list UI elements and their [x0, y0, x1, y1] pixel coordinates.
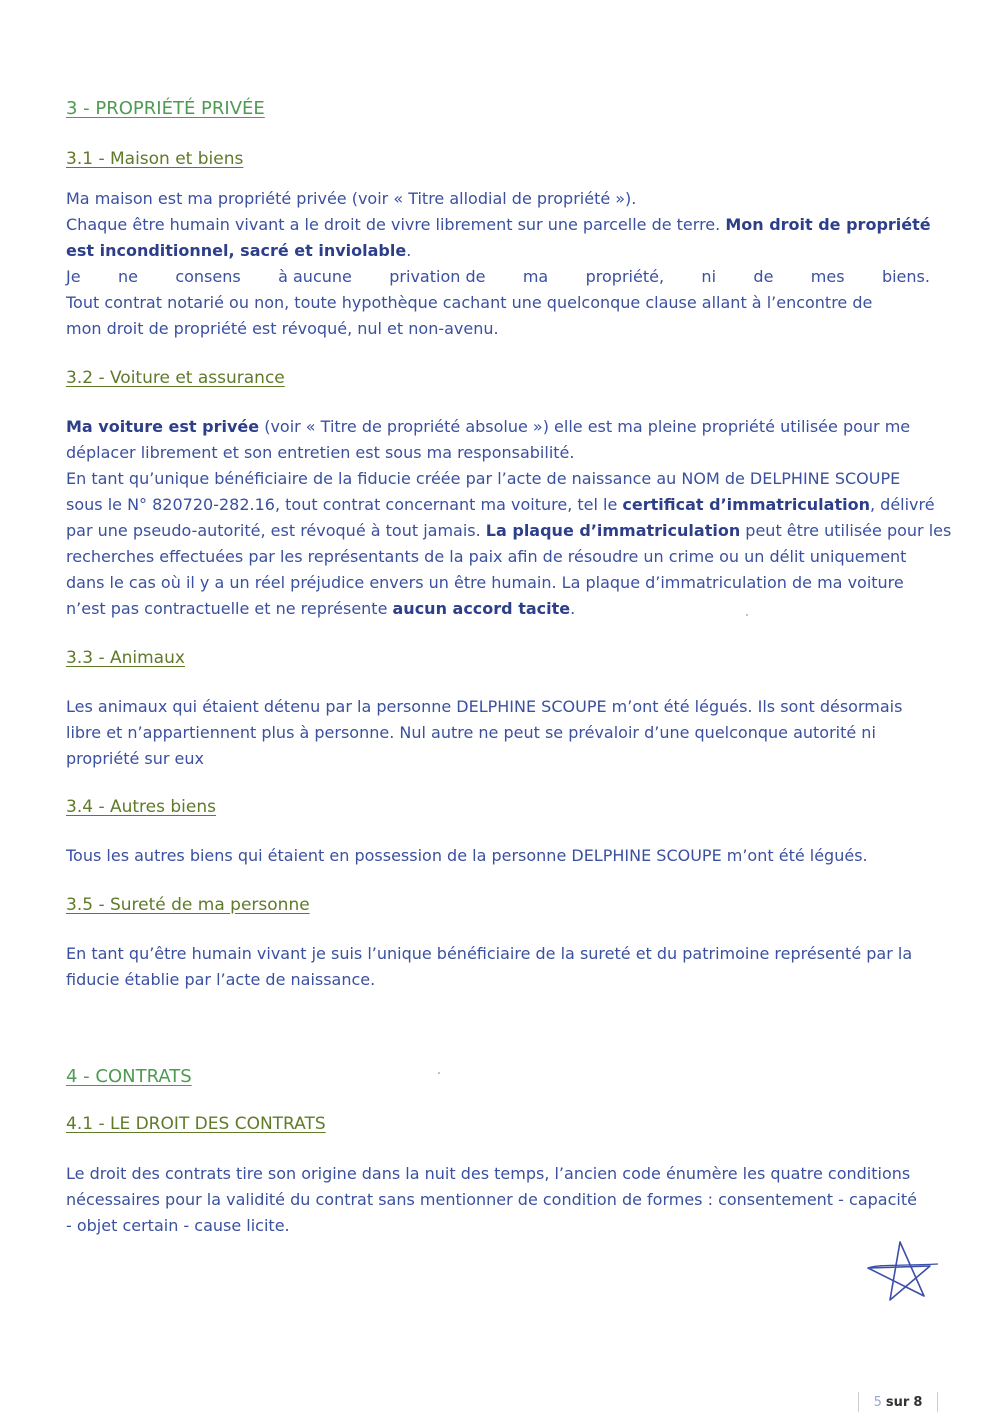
text-line: mon droit de propriété est révoqué, nul et non-avenu.	[66, 319, 499, 338]
subsection-title-3-2: 3.2 - Voiture et assurance	[66, 368, 285, 388]
word: mes	[810, 267, 845, 286]
text-line: - objet certain - cause licite.	[66, 1216, 290, 1235]
signature-star-icon	[860, 1238, 940, 1308]
text-line: nécessaires pour la validité du contrat sans mentionner de condition de formes : consentement - capacité	[66, 1190, 917, 1209]
text-line: Ma maison est ma propriété privée (voir « Titre allodial de propriété »).	[66, 189, 637, 208]
word: biens.	[881, 267, 930, 286]
text-span: peut être utilisée pour les	[740, 521, 952, 540]
scan-speck	[438, 1072, 440, 1074]
paragraph-maison-et-biens	[66, 186, 930, 342]
text-line	[66, 518, 952, 544]
text-line	[66, 212, 930, 238]
text-line: En tant qu’être humain vivant je suis l’unique bénéficiaire de la sureté et du patrimoine représenté par la	[66, 944, 913, 963]
paragraph-autres-biens	[66, 843, 930, 869]
bold-text: certificat d’immatriculation	[622, 495, 870, 514]
page-total: 8	[913, 1394, 923, 1410]
text-line	[66, 238, 930, 264]
text-span: , délivré	[869, 495, 935, 514]
text-line: dans le cas où il y a un réel préjudice envers un être humain. La plaque d’immatriculation de ma voiture	[66, 573, 904, 592]
subsection-title-3-5: 3.5 - Sureté de ma personne	[66, 895, 310, 915]
scan-speck	[746, 614, 748, 616]
text-line: Le droit des contrats tire son origine dans la nuit des temps, l’ancien code énumère les quatre conditions	[66, 1164, 911, 1183]
subsection-title-3-4: 3.4 - Autres biens	[66, 797, 216, 817]
bold-text: Mon droit de propriété	[725, 215, 931, 234]
paragraph-animaux	[66, 694, 930, 772]
text-line: recherches effectuées par les représentants de la paix afin de résoudre un crime ou un délit uniquement	[66, 547, 907, 566]
text-span: n’est pas contractuelle et ne représente	[66, 599, 393, 618]
text-line: Tout contrat notarié ou non, toute hypothèque cachant une quelconque clause allant à l’encontre de	[66, 293, 873, 312]
bold-text: aucun accord tacite	[392, 599, 571, 618]
word: de	[753, 267, 774, 286]
word: propriété,	[585, 267, 665, 286]
text-line: Les animaux qui étaient détenu par la personne DELPHINE SCOUPE m’ont été légués. Ils sont désormais	[66, 697, 903, 716]
text-span: .	[406, 241, 412, 260]
subsection-title-3-3: 3.3 - Animaux	[66, 648, 185, 668]
paragraph-droit-des-contrats	[66, 1161, 930, 1239]
text-line	[66, 414, 930, 440]
word: ma	[522, 267, 549, 286]
text-span: .	[570, 599, 576, 618]
word: à aucune	[278, 267, 352, 286]
word: consens	[175, 267, 241, 286]
text-span: (voir « Titre de propriété absolue ») elle est ma pleine propriété utilisée pour me	[259, 417, 911, 436]
paragraph-surete	[66, 941, 930, 993]
text-span: Chaque être humain vivant a le droit de vivre librement sur une parcelle de terre.	[66, 215, 726, 234]
section-title-4: 4 - CONTRATS	[66, 1066, 192, 1087]
bold-text: Ma voiture est privée	[66, 417, 260, 436]
text-span: par une pseudo-autorité, est révoqué à tout jamais.	[66, 521, 486, 540]
text-line: Tous les autres biens qui étaient en possession de la personne DELPHINE SCOUPE m’ont été légués.	[66, 846, 868, 865]
bold-text: La plaque d’immatriculation	[485, 521, 741, 540]
word: Je	[66, 267, 81, 286]
text-line: fiducie établie par l’acte de naissance.	[66, 970, 376, 989]
text-line: libre et n’appartiennent plus à personne. Nul autre ne peut se prévaloir d’une quelconque autorité ni	[66, 723, 876, 742]
justified-line	[66, 264, 930, 290]
text-line: déplacer librement et son entretien est sous ma responsabilité.	[66, 443, 575, 462]
text-line	[66, 492, 935, 518]
word: ne	[117, 267, 138, 286]
section-title-3: 3 - PROPRIÉTÉ PRIVÉE	[66, 98, 265, 119]
subsection-title-4-1: 4.1 - LE DROIT DES CONTRATS	[66, 1114, 326, 1134]
text-line: En tant qu’unique bénéficiaire de la fiducie créée par l’acte de naissance au NOM de DELPHINE SCOUPE	[66, 469, 901, 488]
bold-text: est inconditionnel, sacré et inviolable	[66, 241, 407, 260]
subsection-title-3-1: 3.1 - Maison et biens	[66, 149, 244, 169]
text-line	[66, 596, 930, 622]
page-current: 5	[873, 1394, 882, 1410]
page-number	[858, 1392, 938, 1412]
word: ni	[701, 267, 717, 286]
paragraph-voiture-et-assurance	[66, 414, 952, 622]
text-line: propriété sur eux	[66, 749, 204, 768]
page-separator: sur	[885, 1394, 910, 1410]
word: privation de	[389, 267, 486, 286]
text-span: sous le N° 820720-282.16, tout contrat concernant ma voiture, tel le	[66, 495, 623, 514]
